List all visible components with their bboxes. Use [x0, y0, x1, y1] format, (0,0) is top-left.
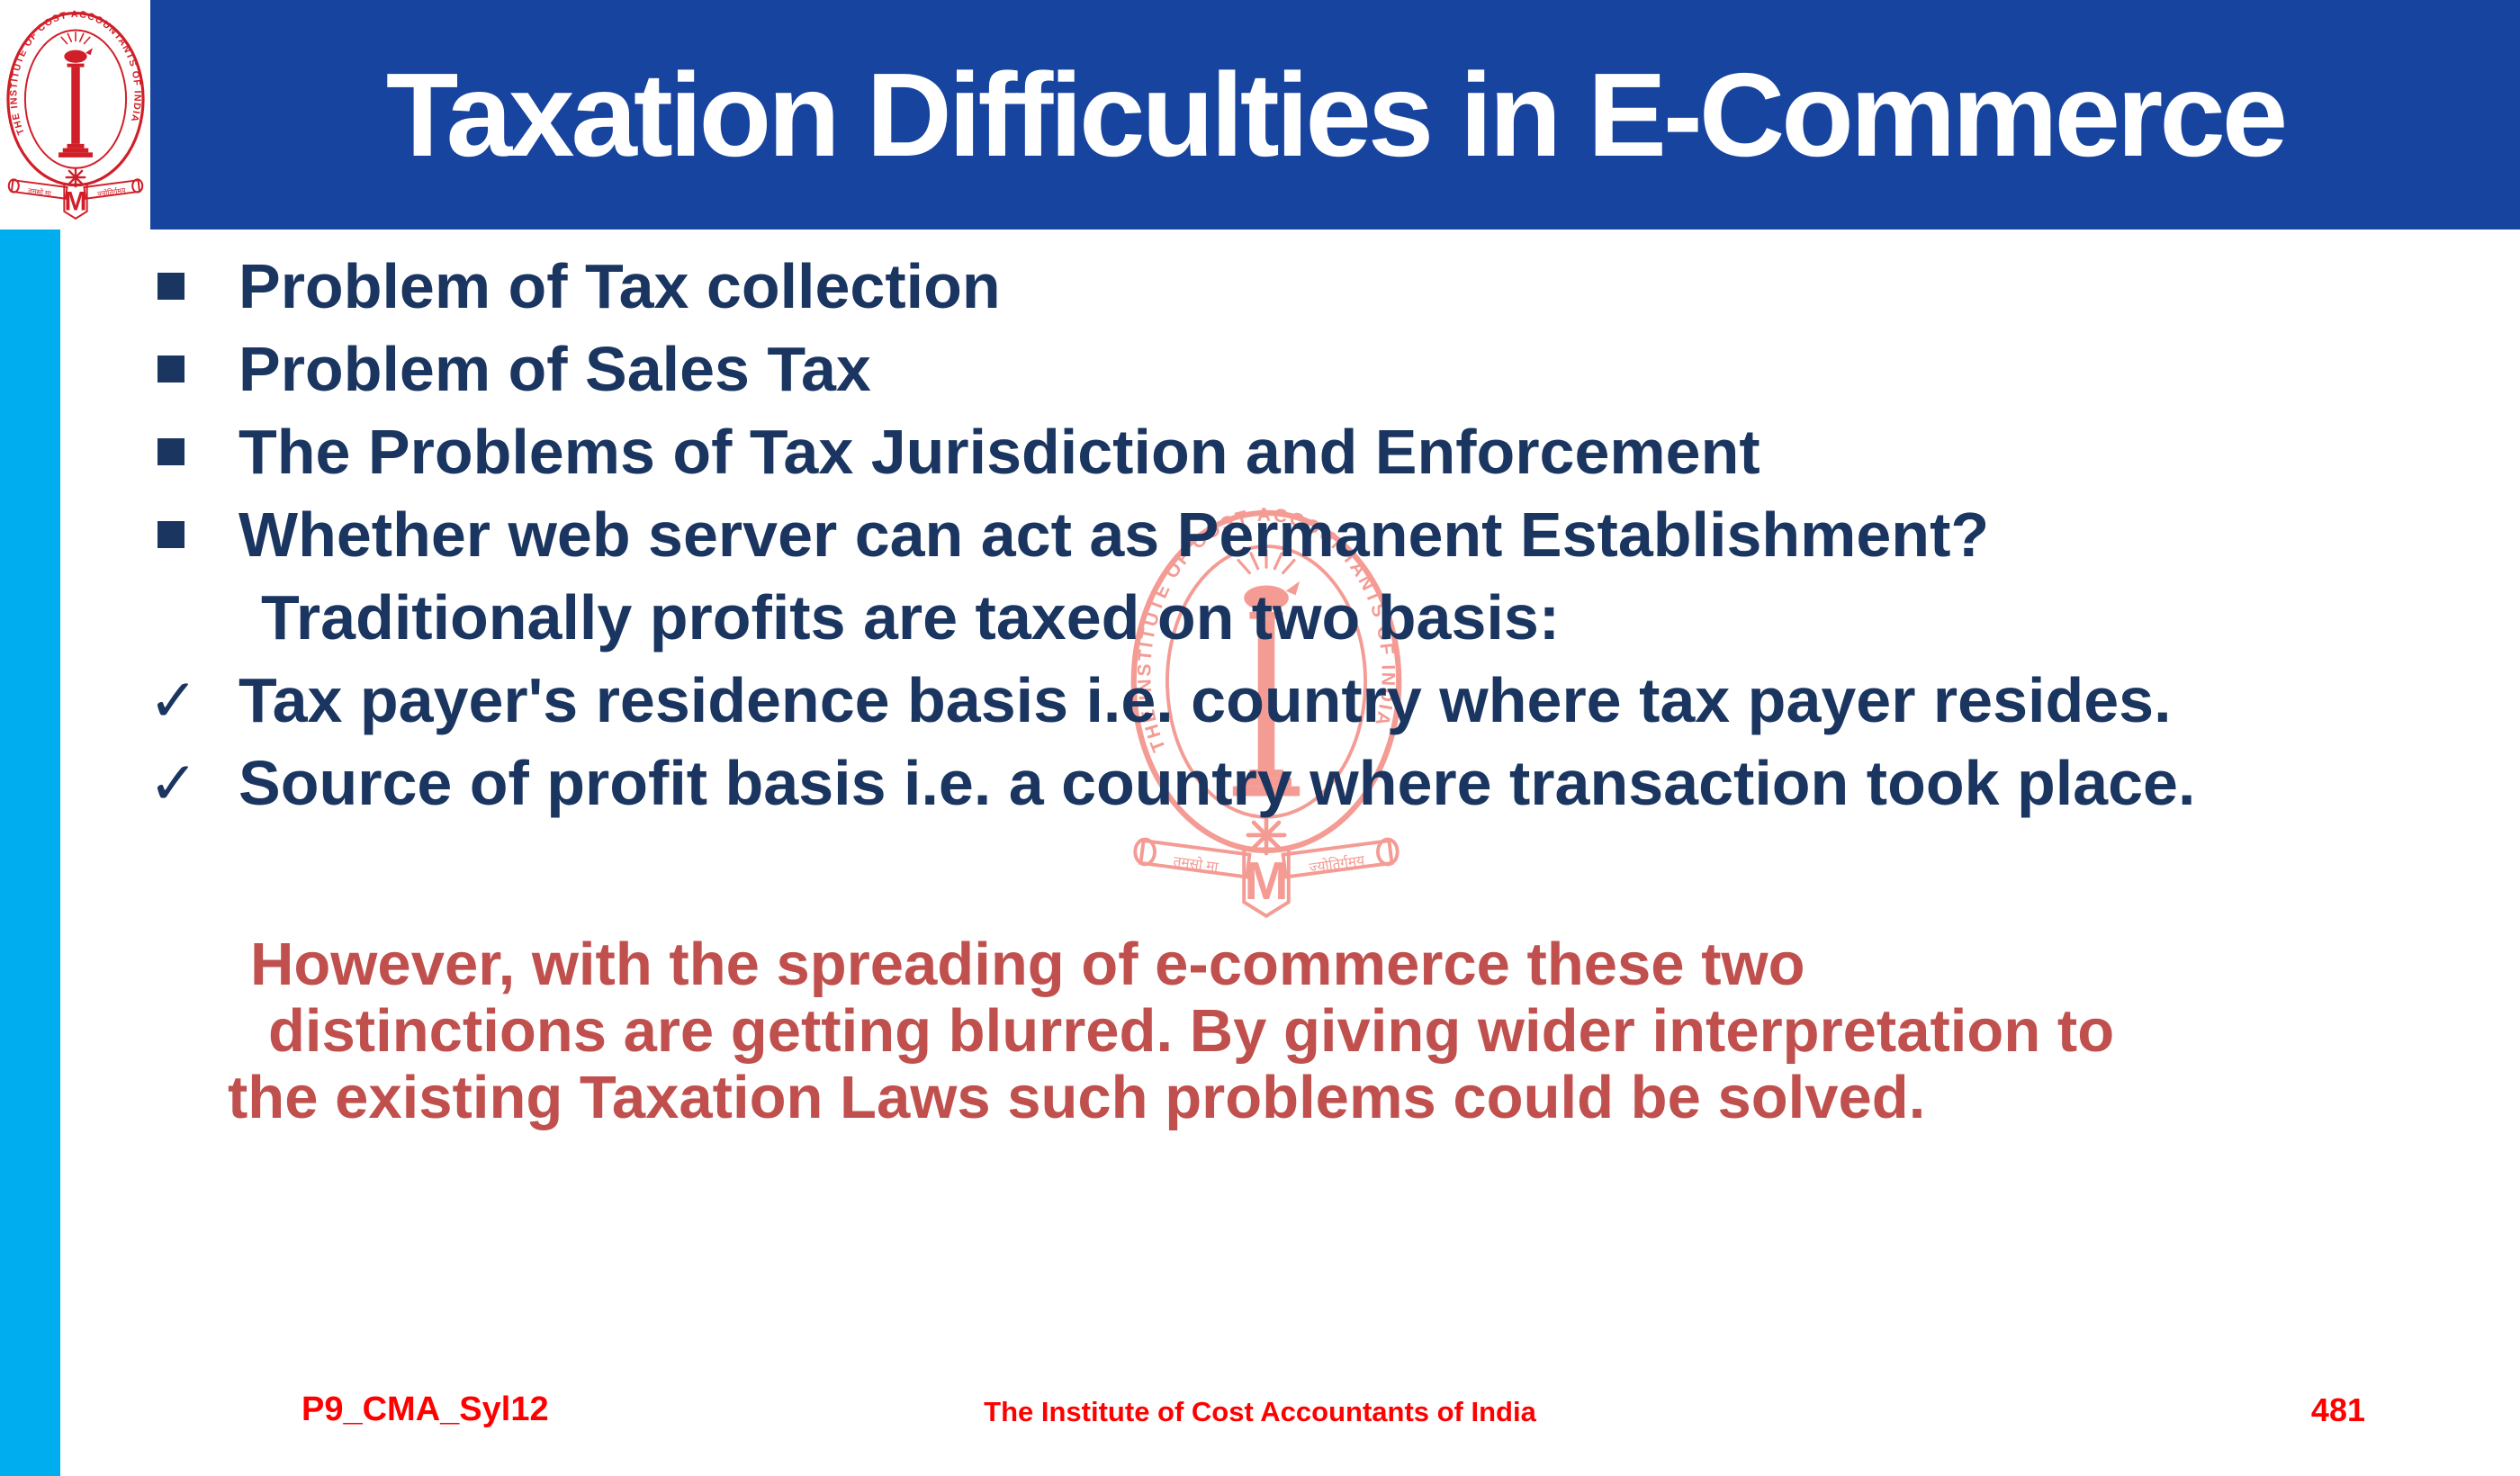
bullet-item [148, 493, 2480, 576]
bullet-item [148, 328, 2480, 410]
slide-footer [0, 1386, 2520, 1440]
highlight-paragraph [228, 932, 2478, 1131]
bullet-text: Traditionally profits are taxed on two basis: [261, 582, 1561, 652]
bullet-text: Source of profit basis i.e. a country where transaction took place. [238, 748, 2196, 818]
bullet-item [148, 410, 2480, 493]
square-bullet-icon [148, 356, 238, 382]
institute-logo-icon [4, 8, 147, 221]
bullet-item [148, 576, 2480, 659]
bullet-text: Whether web server can act as Permanent Establishment? [238, 500, 1990, 570]
institute-logo-box [0, 0, 150, 230]
square-bullet-icon [148, 273, 238, 300]
check-bullet-icon [148, 753, 238, 813]
square-bullet-icon [148, 521, 238, 548]
bullet-list [148, 245, 2480, 824]
bullet-item [148, 659, 2480, 742]
bullet-text: Tax payer's residence basis i.e. country where tax payer resides. [238, 665, 2172, 735]
slide-title: Taxation Difficulties in E-Commerce [385, 49, 2285, 181]
paragraph-line: distinctions are getting blurred. By giving wider interpretation to [268, 997, 2115, 1065]
bullet-text: Problem of Tax collection [238, 251, 1001, 321]
paragraph-line: However, with the spreading of e-commerce these two [250, 931, 1805, 998]
bullet-item [148, 245, 2480, 328]
bullet-text: The Problems of Tax Jurisdiction and Enforcement [238, 417, 1760, 487]
footer-course-code: P9_CMA_Syl12 [302, 1390, 549, 1428]
check-bullet-icon [148, 670, 238, 730]
footer-page-number: 481 [2310, 1391, 2365, 1428]
paragraph-line: the existing Taxation Laws such problems could be solved. [228, 1064, 1926, 1131]
bullet-item [148, 742, 2480, 824]
left-accent-stripe [0, 230, 60, 1476]
square-bullet-icon [148, 438, 238, 465]
footer-institute-name: The Institute of Cost Accountants of India [984, 1396, 1536, 1427]
bullet-text: Problem of Sales Tax [238, 334, 871, 404]
